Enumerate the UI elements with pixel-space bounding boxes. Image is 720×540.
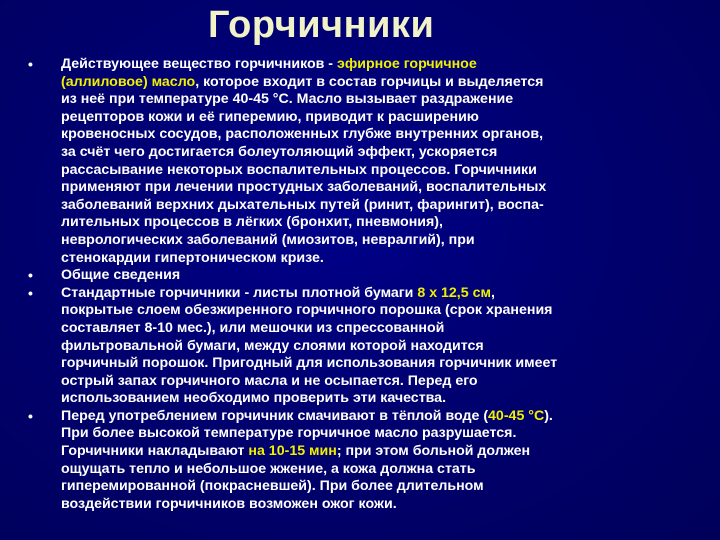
body-text: горчичный порошок. Пригодный для использования горчичник имеет: [61, 355, 558, 372]
text-line: [61, 144, 700, 162]
text-line: [61, 91, 700, 109]
body-text: острый запах горчичного масла и не осыпается. Перед его: [61, 372, 478, 389]
body-text: фильтровальной бумаги, между слоями которой находится: [61, 337, 484, 354]
body-text: ощущать тепло и небольшое жжение, а кожа должна стать: [61, 460, 476, 477]
bullet-marker: •: [28, 284, 33, 301]
text-line: [61, 408, 700, 426]
body-text: ; при этом больной должен: [336, 443, 531, 460]
text-line: [61, 285, 700, 303]
text-line: [61, 126, 700, 144]
text-line: [61, 74, 700, 92]
text-line: [61, 373, 700, 391]
text-line: [61, 443, 700, 461]
bullet-item: [28, 267, 700, 285]
body-text: При более высокой температуре горчичное масло разрушается.: [61, 425, 517, 442]
body-text: составляет 8-10 мес.), или мешочки из спрессованной: [61, 319, 445, 336]
text-line: [61, 302, 700, 320]
text-line: [61, 355, 700, 373]
text-line: [61, 267, 700, 285]
text-line: [61, 232, 700, 250]
text-line: [61, 56, 700, 74]
bullet-marker: •: [28, 407, 33, 424]
body-text: гиперемированной (покрасневшей). При более длительном: [61, 478, 484, 495]
body-text: Общие сведения: [61, 267, 181, 284]
body-text: использованием необходимо проверить эти качества.: [61, 390, 447, 407]
text-line: [61, 496, 700, 514]
body-text: заболеваний верхних дыхательных путей (ринит, фарингит), воспа-: [61, 196, 544, 213]
bullet-item: [28, 56, 700, 267]
text-line: [61, 425, 700, 443]
text-line: [61, 461, 700, 479]
highlighted-text: (аллиловое) масло: [61, 73, 196, 90]
body-text: за счёт чего достигается болеутоляющий эффект, ускоряется: [61, 143, 498, 160]
text-line: [61, 250, 700, 268]
body-text: покрытые слоем обезжиренного горчичного порошка (срок хранения: [61, 302, 553, 319]
body-text: применяют при лечении простудных заболеваний, воспалительных: [61, 179, 547, 196]
body-text: воздействии горчичников возможен ожог кожи.: [61, 495, 397, 512]
highlighted-text: на 10-15 мин: [248, 443, 337, 460]
body-text: рассасывание некоторых воспалительных процессов. Горчичники: [61, 161, 537, 178]
body-text: , которое входит в состав горчицы и выделяется: [195, 73, 544, 90]
text-line: [61, 214, 700, 232]
body-text: рецепторов кожи и её гиперемию, приводит к расширению: [61, 108, 479, 125]
highlighted-text: 40-45 °С: [488, 407, 545, 424]
body-text: из неё при температуре 40-45 °С. Масло вызывает раздражение: [61, 91, 514, 108]
body-text: Перед употреблением горчичник смачивают в тёплой воде (: [61, 407, 489, 424]
body-text: неврологических заболеваний (миозитов, невралгий), при: [61, 231, 475, 248]
body-text: лительных процессов в лёгких (бронхит, пневмония),: [61, 214, 443, 231]
text-line: [61, 162, 700, 180]
text-line: [61, 197, 700, 215]
body-text: Горчичники накладывают: [61, 443, 249, 460]
body-text: Действующее вещество горчичников -: [61, 56, 337, 72]
body-text: ).: [544, 407, 553, 424]
slide-title: Горчичники: [208, 4, 435, 46]
body-text: Стандартные горчичники - листы плотной бумаги: [61, 284, 418, 301]
highlighted-text: эфирное горчичное: [336, 56, 477, 72]
bullet-item: [28, 408, 700, 514]
body-text: кровеносных сосудов, расположенных глубже внутренних органов,: [61, 126, 544, 143]
bullet-list: [28, 56, 700, 513]
body-text: ,: [490, 284, 495, 301]
text-line: [61, 320, 700, 338]
text-line: [61, 390, 700, 408]
text-line: [61, 109, 700, 127]
body-text: стенокардии гипертоническом кризе.: [61, 249, 324, 266]
bullet-marker: •: [28, 267, 33, 284]
highlighted-text: 8 x 12,5 см: [417, 284, 491, 301]
text-line: [61, 478, 700, 496]
bullet-item: [28, 285, 700, 408]
text-line: [61, 338, 700, 356]
text-line: [61, 179, 700, 197]
bullet-marker: •: [28, 56, 33, 72]
